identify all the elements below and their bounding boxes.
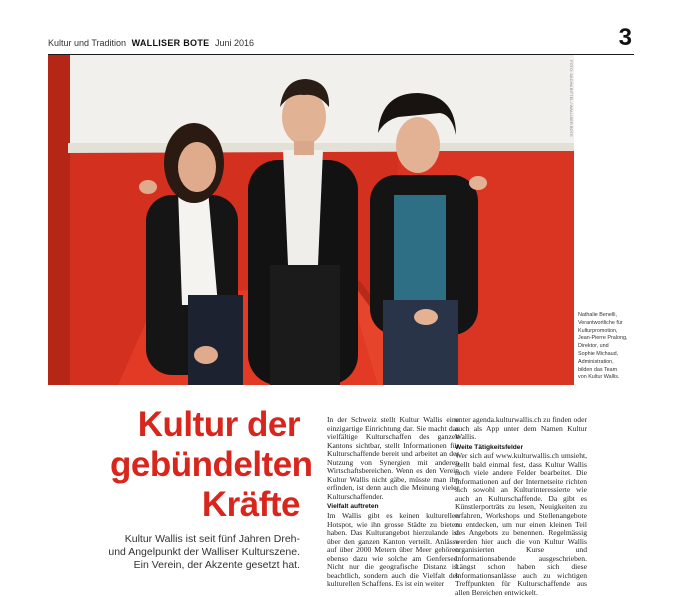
caption-line: Sophie Michaud, [578, 350, 619, 357]
caption-line: Jean-Pierre Pralong, [578, 335, 628, 342]
article-headline [110, 405, 313, 525]
team-photo [48, 55, 574, 385]
woman-right-hands [414, 309, 438, 325]
newspaper-brand: WALLISER BOTE [131, 38, 210, 48]
section-name: Kultur und Tradition [48, 38, 127, 48]
lead-line: Ein Verein, der Akzente gesetzt hat. [133, 559, 300, 571]
woman-right-face [396, 117, 440, 173]
team-photo-illustration [48, 55, 574, 385]
body-paragraph: In der Schweiz stellt Kultur Wallis eine einzigartige Einrichtung dar. Sie macht das vielfältige Kulturschaffen des ganzen Kantons sichtbar, stellt Informationen für Kulturschaffende bereit und arbeitet an der Nutzung von Synergien mit anderen Wirtschaftsbereichen. Wenn es den Verein Kultur Wallis nicht gäbe, müsste man ihn erfinden, ist denn auch die Meinung vieler Kulturschaffender. [327, 415, 459, 501]
woman-left-hand-shoulder [139, 180, 157, 194]
page-number: 3 [618, 24, 632, 51]
lead-line: Kultur Wallis ist seit fünf Jahren Dreh- [124, 533, 300, 545]
man-shirt [283, 150, 323, 265]
photo-caption [578, 312, 640, 382]
caption-line: Nathalie Benelli, [578, 312, 617, 318]
caption-line: Direktor, und [578, 343, 609, 350]
headline-line: Kräfte [201, 485, 300, 524]
woman-right-top [394, 195, 446, 305]
left-wall-shade [48, 55, 70, 385]
woman-left-face [178, 142, 216, 192]
headline-line: gebündelten [110, 445, 313, 484]
body-paragraph: unter agenda.kulturwallis.ch zu finden oder auch als App unter dem Namen Kultur Wallis. [455, 415, 588, 442]
caption-line: Verantwortliche für [578, 319, 623, 326]
woman-left-jeans [188, 295, 243, 385]
article-lead [100, 533, 300, 572]
caption-line: bilden das Team [578, 366, 618, 373]
man-trousers [270, 265, 340, 385]
caption-line: Administration, [578, 358, 614, 365]
header-meta [48, 38, 254, 48]
body-subheading: Weite Tätigkeitsfelder [455, 443, 524, 451]
body-paragraph: Wer sich auf www.kulturwallis.ch umsieht, stellt bald einmal fest, dass Kultur Wallis noch viele andere Felder bearbeitet. Die Informationen auf der Internetseite richten sich sowohl an Kulturinteressierte wie auch an Kulturschaffende. Da gibt es Künstlerporträts zu lesen, Neuigkeiten zu erfahren, Workshops und Stellenangebote zu entdecken, um nur einen kleinen Teil des Angebots zu benennen. Regelmässig werden hier auch die von Kultur Wallis organisierten Kurse und Informationsabende ausgeschrieben. Längst schon haben sich diese Informationsanlässe auch zu wichtigen Treffpunkten für Kulturschaffende aus allen Bereichen entwickelt. [455, 451, 587, 597]
woman-left-hands [194, 346, 218, 364]
headline-line: Kultur der [137, 405, 300, 444]
page-header [48, 24, 634, 55]
caption-line: Kulturpromotion, [578, 327, 618, 334]
woman-right-hand-shoulder [469, 176, 487, 190]
body-column-2 [455, 415, 588, 597]
issue-date: Juni 2016 [214, 38, 255, 48]
man-neck [294, 141, 314, 155]
caption-line: von Kultur Wallis. [578, 374, 620, 381]
body-paragraph: Im Wallis gibt es keinen kulturellen Hotspot, wie ihn grosse Städte zu bieten haben. Das Kulturangebot hierzulande ist über den ganzen Kanton verteilt. Anlässe auf über 2000 Metern über Meer gehören ebenso dazu wie solche am Genfersee. Nicht nur die geografische Distanz ist beachtlich, sondern auch die Vielfalt des kulturellen Schaffens. Es ist ein weiter [327, 511, 459, 589]
photo-credit: FOTO: SACHA BITTEL / WALLISER BOTE [569, 60, 574, 137]
body-column-1 [327, 416, 459, 588]
lead-line: und Angelpunkt der Walliser Kulturszene. [108, 546, 300, 558]
body-subheading: Vielfalt auftreten [327, 503, 379, 511]
